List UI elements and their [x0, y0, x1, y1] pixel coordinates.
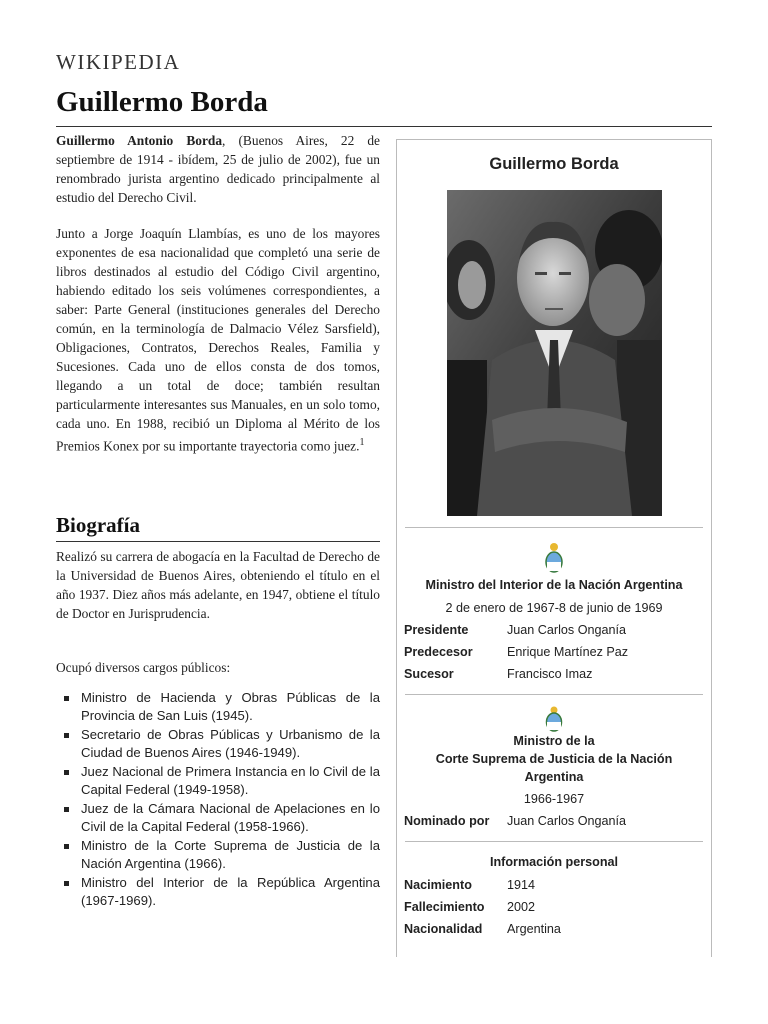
infobox-divider — [405, 841, 703, 842]
infobox — [396, 139, 712, 957]
list-item: Ministro de la Corte Suprema de Justicia de la Nación Argentina (1966). — [81, 838, 380, 871]
row-value-link[interactable]: Enrique Martínez Paz — [507, 645, 629, 659]
row-value-link[interactable]: Argentina — [507, 922, 561, 936]
page-title: Guillermo Borda — [56, 86, 268, 118]
portrait-image — [447, 190, 662, 516]
biography-paragraph: Realizó su carrera de abogacía en la Facultad de Derecho de la Universidad de Buenos Aires, obteniendo el título en el año 1937. Diez años más adelante, en 1947, obtiene el título de Doctor en Jurisprudencia. — [56, 549, 380, 621]
infobox-divider — [405, 527, 703, 528]
office-title-line3[interactable]: Argentina — [524, 770, 584, 784]
infobox-divider — [405, 694, 703, 695]
office-title-line1[interactable]: Ministro de la — [513, 734, 595, 748]
wikipedia-logo[interactable]: WIKIPEDIA — [56, 50, 181, 74]
list-item: Secretario de Obras Públicas y Urbanismo de la Ciudad de Buenos Aires (1946-1949). — [81, 727, 380, 760]
intro-paragraph-2-text: Junto a Jorge Joaquín Llambías, es uno de los mayores exponentes de esa nacionalidad que completó una serie de libros destinados al estudio del Código Civil argentino, habiendo editado los seis volúmenes correspondientes, a saber: Parte General (instituciones generales del Derecho común, en la terminología de Dalmacio Vélez Sarsfield), Obligaciones, Contratos, Derechos Reales, Familia y Sucesiones. Cada uno de ellos consta de dos tomos, llegando a un total de doce; también resultan particularmente interesantes sus Manuales, en un solo tomo, cada uno. En 1988, recibió un Diploma al Mérito de los Premios Konex por su importante trayectoria como juez. — [56, 226, 380, 454]
row-label: Predecesor — [404, 645, 473, 659]
row-value-link[interactable]: Juan Carlos Onganía — [507, 623, 627, 637]
row-value-link[interactable]: Juan Carlos Onganía — [507, 814, 627, 828]
office-dates: 2 de enero de 1967-8 de junio de 1969 — [445, 601, 663, 615]
row-label: Sucesor — [404, 667, 454, 681]
row-value: 1914 — [507, 878, 536, 892]
title-divider — [56, 126, 712, 127]
row-label: Nominado por — [404, 814, 490, 828]
row-label: Nacionalidad — [404, 922, 483, 936]
list-item: Ministro de Hacienda y Obras Públicas de la Provincia de San Luis (1945). — [81, 690, 380, 723]
intro-lead-text: , (Buenos Aires, 22 de septiembre de 1914 - ibídem, 25 de julio de 2002), fue un renombrado jurista argentino dedicado principalmente al estudio del Derecho Civil. — [56, 133, 380, 205]
row-value: 2002 — [507, 900, 536, 914]
office-title-line2[interactable]: Corte Suprema de Justicia de la Nación — [435, 752, 673, 766]
row-value-link[interactable]: Francisco Imaz — [507, 667, 593, 681]
portrait-photo[interactable] — [447, 190, 662, 516]
infobox-title: Guillermo Borda — [489, 155, 619, 173]
section-heading-biografia: Biografía — [56, 513, 140, 537]
list-item: Juez de la Cámara Nacional de Apelaciones en lo Civil de la Capital Federal (1958-1966). — [81, 801, 380, 834]
biography-paragraph-2: Ocupó diversos cargos públicos: — [56, 660, 231, 675]
row-label: Fallecimiento — [404, 900, 485, 914]
intro-paragraph — [56, 131, 380, 207]
roles-list — [56, 689, 380, 911]
list-item: Ministro del Interior de la República Argentina (1967-1969). — [81, 875, 380, 908]
row-label: Nacimiento — [404, 878, 472, 892]
row-label: Presidente — [404, 623, 469, 637]
intro-paragraph-2 — [56, 224, 380, 455]
coat-of-arms-icon — [545, 706, 563, 732]
office-dates: 1966-1967 — [523, 792, 585, 806]
section-divider — [56, 541, 380, 542]
coat-of-arms-icon — [545, 542, 563, 574]
footnote-link[interactable]: 1 — [359, 437, 365, 448]
office-title[interactable]: Ministro del Interior de la Nación Argentina — [425, 578, 683, 592]
subject-name: Guillermo Antonio Borda — [56, 133, 223, 148]
list-item: Juez Nacional de Primera Instancia en lo Civil de la Capital Federal (1949-1958). — [81, 764, 380, 797]
personal-info-heading: Información personal — [489, 855, 619, 869]
